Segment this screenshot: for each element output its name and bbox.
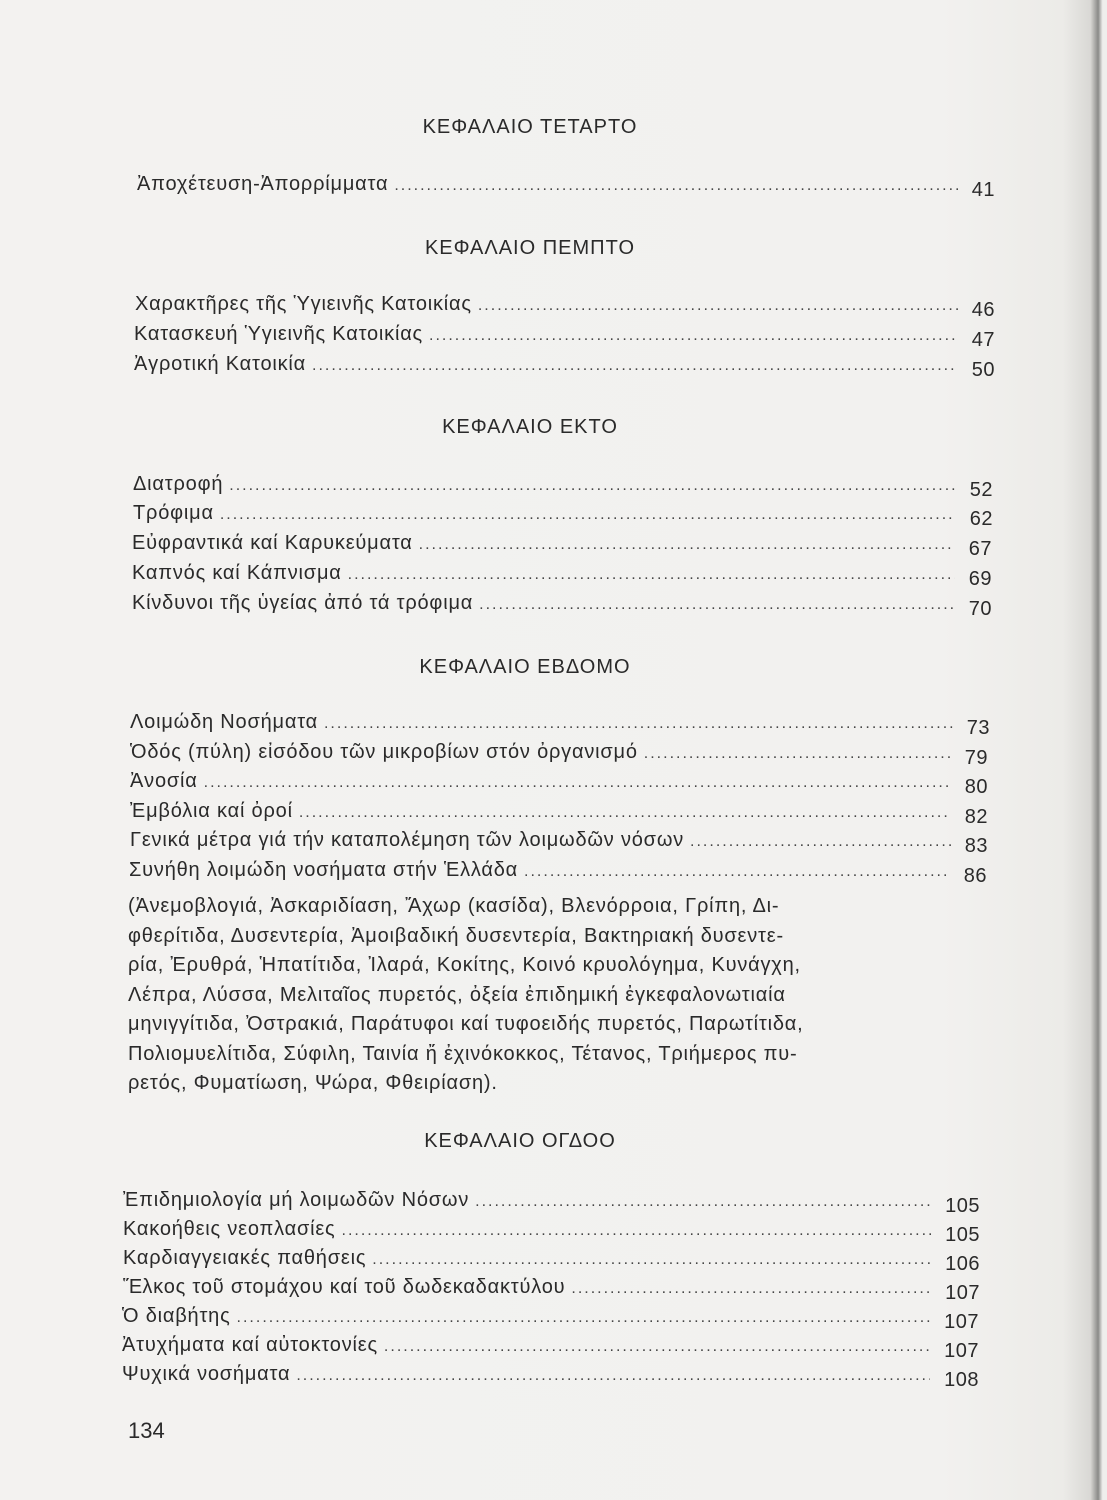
dot-leader bbox=[348, 561, 955, 589]
toc-entry bbox=[123, 1186, 980, 1217]
toc-entry-title: Κίνδυνοι τῆς ὑγείας ἀπό τά τρόφιμα bbox=[132, 592, 474, 614]
toc-entry bbox=[123, 1273, 980, 1304]
toc-entry-page: 62 bbox=[969, 508, 993, 530]
toc-entry-page: 107 bbox=[944, 1311, 979, 1333]
toc-entry-title: Χαρακτῆρες τῆς Ὑγιεινῆς Κατοικίας bbox=[135, 293, 472, 315]
dot-leader bbox=[312, 352, 958, 380]
toc-entry-title: Ἀτυχήματα καί αὐτοκτονίες bbox=[122, 1334, 378, 1356]
chapter-heading: ΚΕΦΑΛΑΙΟ ΕΒΔΟΜΟ bbox=[419, 656, 631, 678]
toc-entry bbox=[137, 170, 995, 201]
toc-entry-page: 69 bbox=[968, 568, 992, 590]
toc-entry-page: 105 bbox=[945, 1195, 980, 1217]
toc-entry bbox=[130, 738, 988, 769]
toc-entry-page: 70 bbox=[968, 598, 992, 620]
dot-leader bbox=[478, 292, 958, 320]
toc-entry bbox=[122, 1302, 979, 1333]
dot-leader bbox=[419, 531, 955, 559]
dot-leader bbox=[342, 1217, 932, 1245]
toc-entry-page: 80 bbox=[964, 776, 988, 798]
chapter-heading: ΚΕΦΑΛΑΙΟ ΤΕΤΑΡΤΟ bbox=[422, 116, 638, 138]
dot-leader bbox=[479, 591, 955, 619]
dot-leader bbox=[384, 1333, 930, 1361]
toc-entry-page: 108 bbox=[944, 1369, 979, 1391]
dot-leader bbox=[394, 172, 957, 200]
toc-entry bbox=[130, 797, 988, 828]
toc-entry-title: Ψυχικά νοσήματα bbox=[122, 1363, 291, 1385]
paragraph-line: (Ἀνεμοβλογιά, Ἀσκαριδίαση, Ἄχωρ (κασίδα), Βλενόρροια, Γρίπη, Δι- bbox=[128, 895, 780, 917]
dot-leader bbox=[571, 1275, 931, 1303]
toc-entry-title: Ἐμβόλια καί ὀροί bbox=[130, 800, 293, 822]
toc-entry bbox=[123, 1215, 980, 1246]
dot-leader bbox=[429, 322, 958, 350]
toc-entry-title: Καπνός καί Κάπνισμα bbox=[132, 562, 342, 584]
toc-entry bbox=[122, 1360, 979, 1391]
toc-entry-title: Ἕλκος τοῦ στομάχου καί τοῦ δωδεκαδακτύλου bbox=[123, 1276, 566, 1298]
dot-leader bbox=[324, 710, 953, 738]
toc-entry-page: 105 bbox=[945, 1224, 980, 1246]
toc-entry-title: Τρόφιμα bbox=[133, 502, 214, 524]
dot-leader bbox=[690, 828, 951, 856]
toc-entry-title: Ἀποχέτευση-Ἀπορρίμματα bbox=[137, 173, 389, 195]
toc-entry bbox=[130, 767, 988, 798]
paragraph-line: Λέπρα, Λύσσα, Μελιταῖος πυρετός, ὀξεία ἐπιδημική ἐγκεφαλονωτιαία bbox=[128, 983, 786, 1006]
toc-entry-page: 46 bbox=[971, 299, 995, 321]
toc-entry-page: 86 bbox=[963, 865, 987, 887]
dot-leader bbox=[372, 1246, 931, 1274]
dot-leader bbox=[237, 1304, 931, 1332]
toc-entry bbox=[129, 856, 987, 887]
toc-entry-title: Διατροφή bbox=[133, 473, 224, 495]
toc-entry-page: 67 bbox=[968, 538, 992, 560]
toc-entry bbox=[132, 589, 992, 620]
dot-leader bbox=[220, 501, 956, 529]
page-number: 134 bbox=[128, 1418, 165, 1443]
toc-entry bbox=[130, 826, 988, 857]
chapter-heading: ΚΕΦΑΛΑΙΟ ΟΓΔΟΟ bbox=[424, 1130, 616, 1152]
toc-entry-page: 41 bbox=[971, 179, 995, 201]
chapter-heading: ΚΕΦΑΛΑΙΟ ΠΕΜΠΤΟ bbox=[424, 237, 636, 259]
dot-leader bbox=[644, 740, 951, 768]
toc-entry-title: Ὁδός (πύλη) εἰσόδου τῶν μικροβίων στόν ὀργανισμό bbox=[130, 741, 638, 763]
dot-leader bbox=[475, 1188, 931, 1216]
toc-entry bbox=[135, 290, 995, 321]
toc-entry-title: Ἀνοσία bbox=[130, 770, 198, 792]
toc-entry-page: 50 bbox=[971, 359, 995, 381]
toc-entry-page: 107 bbox=[944, 1340, 979, 1362]
toc-entry-title: Ἐπιδημιολογία μή λοιμωδῶν Νόσων bbox=[123, 1189, 470, 1211]
toc-entry-page: 47 bbox=[971, 329, 995, 351]
paragraph-line: μηνιγγίτιδα, Ὀστρακιά, Παράτυφοι καί τυφοειδής πυρετός, Παρωτίτιδα, bbox=[128, 1013, 804, 1035]
toc-entry bbox=[133, 499, 993, 530]
paragraph-line: ρία, Ἐρυθρά, Ἡπατίτιδα, Ἰλαρά, Κοκίτης, Κοινό κρυολόγημα, Κυνάγχη, bbox=[128, 954, 801, 976]
toc-entry bbox=[130, 708, 990, 739]
dot-leader bbox=[524, 858, 950, 886]
toc-entry-title: Κακοήθεις νεοπλασίες bbox=[123, 1218, 336, 1240]
toc-entry-page: 107 bbox=[945, 1282, 980, 1304]
toc-entry bbox=[132, 559, 992, 590]
toc-entry-title: Γενικά μέτρα γιά τήν καταπολέμηση τῶν λοιμωδῶν νόσων bbox=[130, 829, 685, 851]
toc-entry-title: Λοιμώδη Νοσήματα bbox=[130, 711, 318, 733]
dot-leader bbox=[296, 1362, 930, 1390]
toc-entry-title: Συνήθη λοιμώδη νοσήματα στήν Ἑλλάδα bbox=[129, 859, 519, 881]
toc-entry bbox=[123, 1244, 980, 1275]
toc-entry-title: Ὁ διαβήτης bbox=[122, 1305, 231, 1327]
toc-entry-page: 82 bbox=[964, 806, 988, 828]
toc-entry-page: 106 bbox=[945, 1253, 980, 1275]
paragraph-line: φθερίτιδα, Δυσεντερία, Ἀμοιβαδική δυσεντερία, Βακτηριακή δυσεντε- bbox=[128, 924, 784, 947]
dot-leader bbox=[204, 769, 951, 797]
toc-entry bbox=[122, 1331, 979, 1362]
toc-entry-page: 73 bbox=[966, 717, 990, 739]
chapter-heading: ΚΕΦΑΛΑΙΟ ΕΚΤΟ bbox=[442, 416, 618, 438]
disease-list-paragraph bbox=[128, 892, 918, 1099]
toc-entry-title: Κατασκευή Ὑγιεινῆς Κατοικίας bbox=[134, 323, 423, 345]
toc-entry-title: Εὐφραντικά καί Καρυκεύματα bbox=[132, 532, 413, 554]
paragraph-line: ρετός, Φυματίωση, Ψώρα, Φθειρίαση). bbox=[128, 1072, 498, 1094]
toc-entry-page: 83 bbox=[964, 835, 988, 857]
toc-entry-title: Ἀγροτική Κατοικία bbox=[134, 353, 307, 375]
toc-entry bbox=[134, 350, 995, 381]
toc-entry bbox=[134, 320, 995, 351]
toc-entry bbox=[132, 529, 992, 560]
toc-entry-page: 52 bbox=[969, 479, 993, 501]
dot-leader bbox=[299, 799, 951, 827]
paragraph-line: Πολιομυελίτιδα, Σύφιλη, Ταινία ἤ ἐχινόκοκκος, Τέτανος, Τριήμερος πυ- bbox=[128, 1042, 798, 1065]
dot-leader bbox=[229, 472, 955, 500]
toc-entry bbox=[133, 470, 993, 501]
toc-entry-title: Καρδιαγγειακές παθήσεις bbox=[123, 1247, 367, 1269]
toc-entry-page: 79 bbox=[964, 747, 988, 769]
